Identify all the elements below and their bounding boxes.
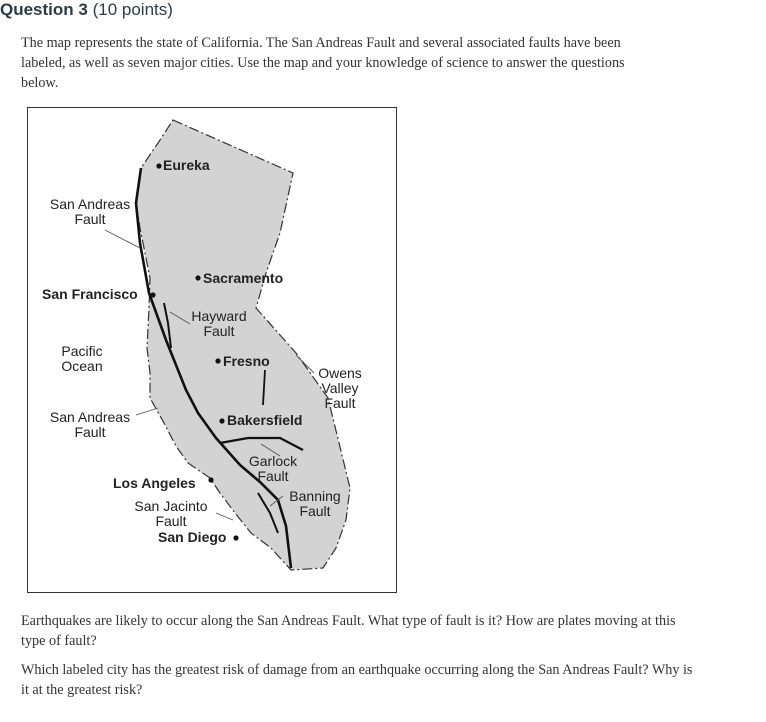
question-header (0, 0, 173, 22)
label-garlock-fault: Garlock Fault (248, 453, 298, 484)
question-paragraph-1: Earthquakes are likely to occur along the San Andreas Fault. What type of fault is it? How are plates moving at this type of fault? (21, 613, 676, 649)
city-eureka: Eureka (163, 157, 210, 173)
california-fault-map (27, 107, 397, 593)
question-title: Question 3 (0, 0, 88, 19)
question-points: (10 points) (92, 0, 173, 19)
label-san-andreas-south: San Andreas Fault (49, 409, 131, 440)
label-banning-fault: Banning Fault (289, 488, 341, 519)
city-sacramento: Sacramento (203, 270, 284, 286)
label-san-jacinto-fault: San Jacinto Fault (134, 498, 208, 529)
city-los-angeles: Los Angeles (113, 475, 196, 491)
label-pacific-ocean: Pacific Ocean (61, 343, 103, 374)
label-san-andreas-north: San Andreas Fault (49, 196, 131, 227)
intro-paragraph: The map represents the state of California. The San Andreas Fault and several associated faults have been labeled, as well as seven major cities. Use the map and your knowledge of science to answer the questions below. (21, 35, 625, 91)
city-bakersfield: Bakersfield (227, 412, 303, 428)
question-paragraph-2: Which labeled city has the greatest risk of damage from an earthquake occurring along the San Andreas Fault? Why is it at the greatest risk? (21, 662, 693, 698)
city-fresno: Fresno (223, 353, 270, 369)
label-owens-valley-fault: Owens Valley Fault (318, 365, 362, 411)
city-san-diego: San Diego (158, 529, 227, 545)
city-san-francisco: San Francisco (42, 286, 138, 302)
label-hayward-fault: Hayward Fault (191, 308, 247, 339)
